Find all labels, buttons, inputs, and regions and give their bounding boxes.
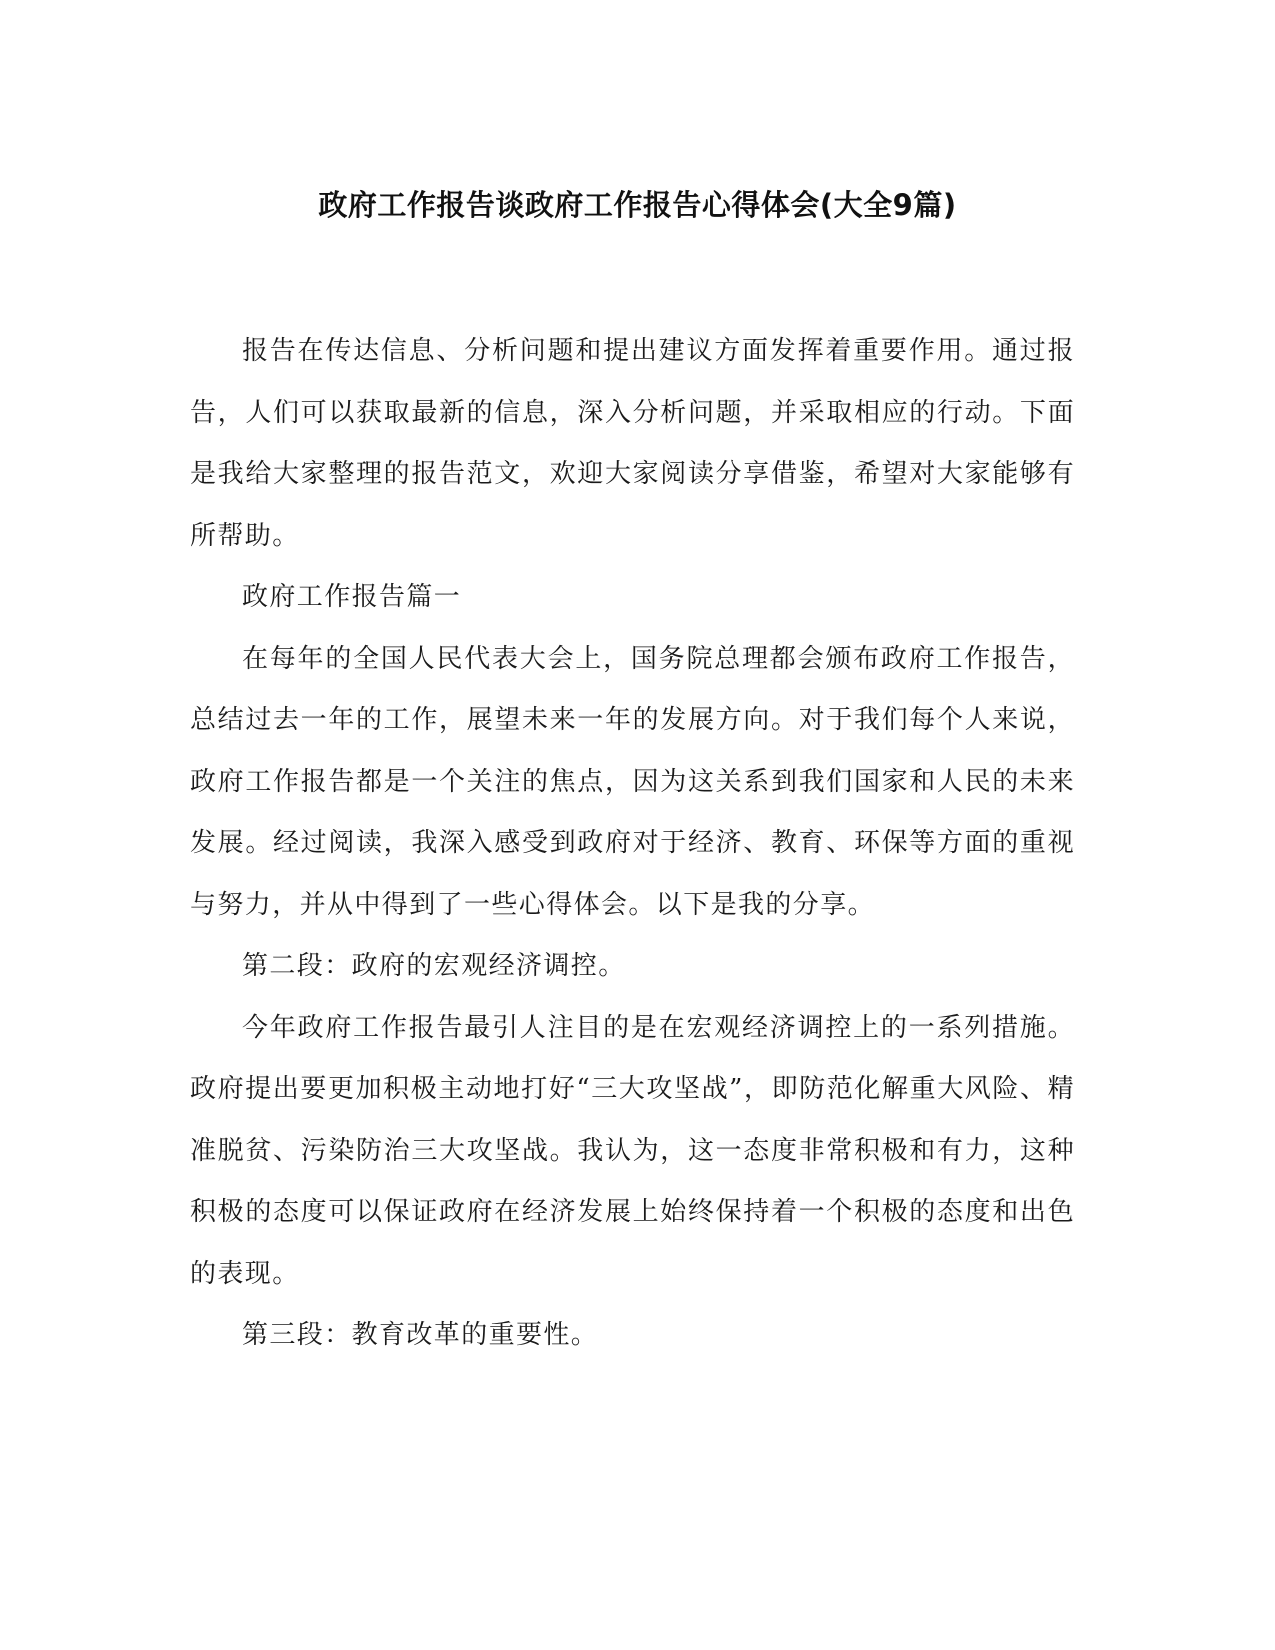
section-heading-third-paragraph: 第三段：教育改革的重要性。 bbox=[242, 1320, 599, 1350]
section-heading-second-paragraph: 第二段：政府的宏观经济调控。 bbox=[242, 951, 626, 981]
intro-paragraph: 报告在传达信息、分析问题和提出建议方面发挥着重要作用。通过报告，人们可以获取最新的信息，深入分析问题，并采取相应的行动。下面是我给大家整理的报告范文，欢迎大家阅读分享借鉴，希望对大家能够有所帮助。 bbox=[190, 336, 1075, 551]
body-paragraph: 今年政府工作报告最引人注目的是在宏观经济调控上的一系列措施。政府提出要更加积极主动地打好“三大攻坚战”，即防范化解重大风险、精准脱贫、污染防治三大攻坚战。我认为，这一态度非常积极和有力，这种积极的态度可以保证政府在经济发展上始终保持着一个积极的态度和出色的表现。 bbox=[190, 1012, 1075, 1289]
document-body bbox=[190, 321, 1075, 1367]
body-paragraph: 在每年的全国人民代表大会上，国务院总理都会颁布政府工作报告，总结过去一年的工作，展望未来一年的发展方向。对于我们每个人来说，政府工作报告都是一个关注的焦点，因为这关系到我们国家和人民的未来发展。经过阅读，我深入感受到政府对于经济、教育、环保等方面的重视与努力，并从中得到了一些心得体会。以下是我的分享。 bbox=[190, 643, 1075, 920]
section-heading-part-one: 政府工作报告篇一 bbox=[242, 582, 462, 612]
document-title: 政府工作报告谈政府工作报告心得体会(大全9篇) bbox=[318, 188, 957, 222]
